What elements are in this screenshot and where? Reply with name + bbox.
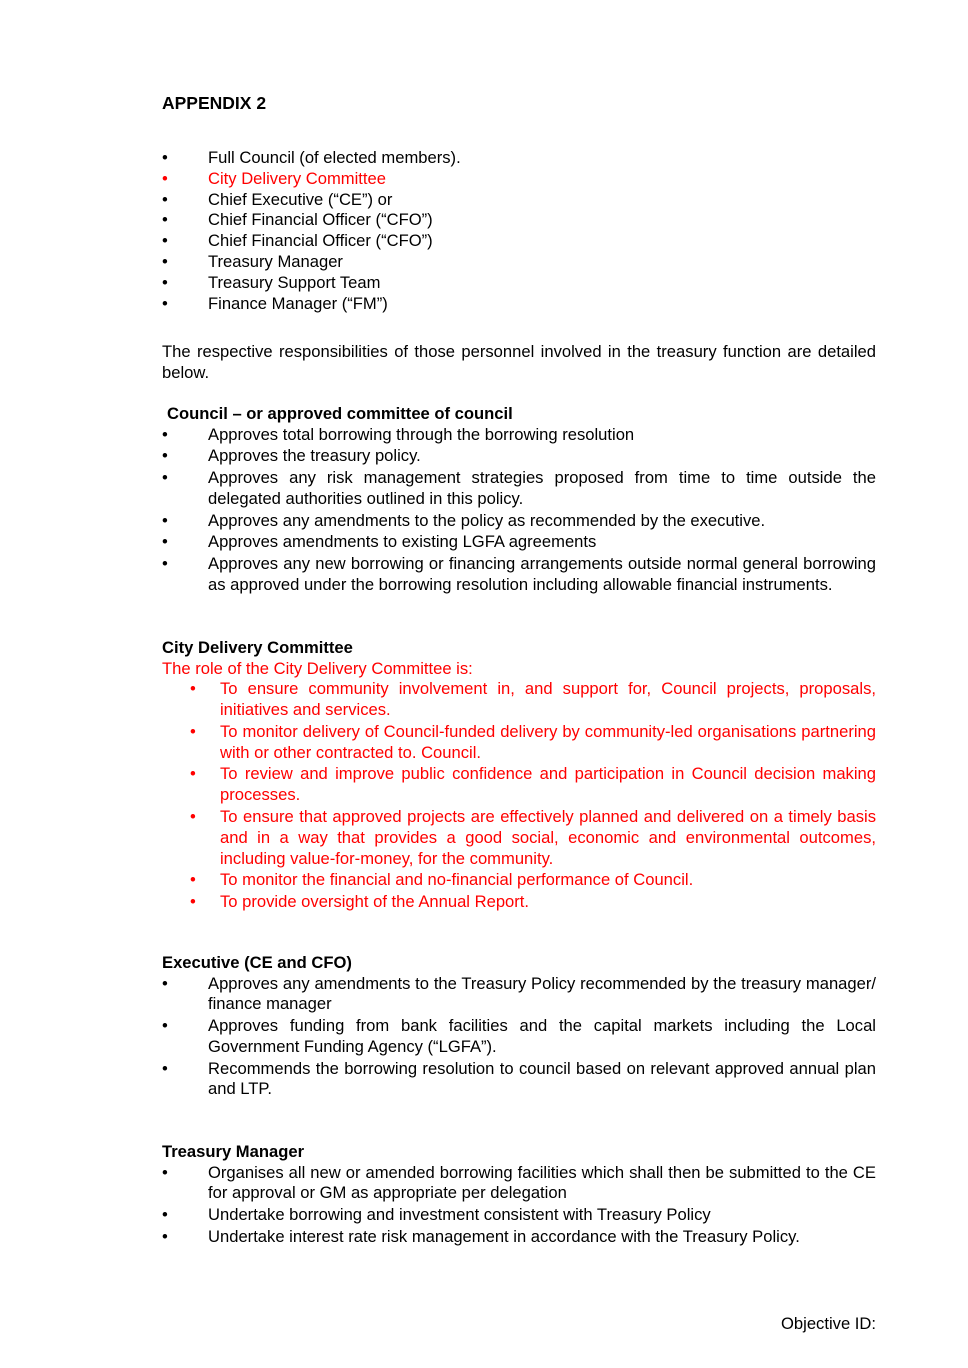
personnel-text: Chief Executive (“CE”) or xyxy=(208,189,393,209)
list-item xyxy=(162,148,876,169)
treasury-manager-title: Treasury Manager xyxy=(162,1142,305,1161)
bullet-icon: • xyxy=(190,721,196,741)
council-item-text: Approves total borrowing through the borrowing resolution xyxy=(208,424,635,444)
council-item-text: Approves amendments to existing LGFA agreements xyxy=(208,532,597,552)
list-item xyxy=(162,169,876,190)
council-list xyxy=(162,425,876,596)
council-item-text: Approves any risk management strategies proposed from time to time outside the delegated authorities outlined in this policy. xyxy=(208,468,876,508)
personnel-text: Chief Financial Officer (“CFO”) xyxy=(208,231,433,251)
city-delivery-item-text: To monitor delivery of Council-funded delivery by community-led organisations partnering with or other contracted to. Council. xyxy=(220,721,876,762)
treasury-manager-list xyxy=(162,1163,876,1248)
personnel-text: Chief Financial Officer (“CFO”) xyxy=(208,210,433,230)
city-delivery-section xyxy=(162,637,876,914)
city-delivery-list xyxy=(162,679,876,913)
bullet-icon: • xyxy=(162,446,168,466)
bullet-icon: • xyxy=(162,1162,168,1182)
council-item-text: Approves the treasury policy. xyxy=(208,446,421,466)
executive-item-text: Recommends the borrowing resolution to council based on relevant approved annual plan and LTP. xyxy=(208,1058,876,1099)
executive-list xyxy=(162,974,876,1101)
bullet-icon: • xyxy=(162,1226,168,1246)
city-delivery-item-text: To ensure community involvement in, and support for, Council projects, proposals, initiatives and services. xyxy=(220,679,876,720)
list-item xyxy=(162,722,876,764)
city-delivery-item-text: To provide oversight of the Annual Report. xyxy=(220,892,530,912)
bullet-icon: • xyxy=(162,168,168,188)
list-item xyxy=(162,294,876,315)
bullet-icon: • xyxy=(190,807,196,827)
page-title: APPENDIX 2 xyxy=(162,93,267,113)
list-item xyxy=(162,425,876,446)
list-item xyxy=(162,511,876,532)
bullet-icon: • xyxy=(162,532,168,552)
bullet-icon: • xyxy=(162,1016,168,1036)
bullet-icon: • xyxy=(162,189,168,209)
personnel-text: Treasury Manager xyxy=(208,251,343,271)
list-item xyxy=(162,807,876,869)
list-item xyxy=(162,273,876,294)
executive-item-text: Approves any amendments to the Treasury Policy recommended by the treasury manager/ finance manager xyxy=(208,973,876,1014)
bullet-icon: • xyxy=(190,679,196,699)
bullet-icon: • xyxy=(162,973,168,993)
personnel-section xyxy=(162,148,876,314)
list-item xyxy=(162,679,876,721)
council-item-text: Approves any new borrowing or financing arrangements outside normal general borrowing as approved under the borrowing resolution including allowable financial instruments. xyxy=(208,554,876,595)
executive-section xyxy=(162,952,876,1101)
personnel-list xyxy=(162,148,876,314)
bullet-icon: • xyxy=(162,424,168,444)
bullet-icon: • xyxy=(190,892,196,912)
personnel-text: Finance Manager (“FM”) xyxy=(208,293,388,313)
bullet-icon: • xyxy=(162,1058,168,1078)
list-item xyxy=(162,1016,876,1058)
objective-id-footer: Objective ID: xyxy=(781,1314,876,1333)
bullet-icon: • xyxy=(190,870,196,890)
personnel-text: Full Council (of elected members). xyxy=(208,148,461,167)
personnel-text: City Delivery Committee xyxy=(208,168,386,188)
list-item xyxy=(162,1059,876,1101)
bullet-icon: • xyxy=(162,554,168,574)
executive-item-text: Approves funding from bank facilities and the capital markets including the Local Government Funding Agency (“LGFA”). xyxy=(208,1016,876,1056)
treasury-manager-item-text: Undertake interest rate risk management in accordance with the Treasury Policy. xyxy=(208,1226,800,1246)
list-item xyxy=(162,1163,876,1205)
council-item-text: Approves any amendments to the policy as recommended by the executive. xyxy=(208,510,766,530)
intro-section xyxy=(162,342,876,384)
list-item xyxy=(162,446,876,467)
treasury-manager-item-text: Undertake borrowing and investment consistent with Treasury Policy xyxy=(208,1205,711,1225)
bullet-icon: • xyxy=(162,468,168,488)
intro-paragraph: The respective responsibilities of those personnel involved in the treasury function are detailed below. xyxy=(162,342,876,382)
city-delivery-item-text: To review and improve public confidence and participation in Council decision making processes. xyxy=(220,764,876,805)
city-delivery-role-intro: The role of the City Delivery Committee is: xyxy=(162,658,473,678)
bullet-icon: • xyxy=(162,272,168,292)
list-item xyxy=(162,1227,876,1248)
list-item xyxy=(162,764,876,806)
bullet-icon: • xyxy=(162,251,168,271)
treasury-manager-item-text: Organises all new or amended borrowing facilities which shall then be submitted to the CE for approval or GM as appropriate per delegation xyxy=(208,1162,876,1203)
bullet-icon: • xyxy=(162,293,168,313)
city-delivery-title: City Delivery Committee xyxy=(162,638,353,657)
council-title: Council – or approved committee of council xyxy=(167,404,513,423)
bullet-icon: • xyxy=(162,148,168,167)
list-item xyxy=(162,468,876,510)
list-item xyxy=(162,532,876,553)
list-item xyxy=(162,252,876,273)
council-section xyxy=(162,403,876,597)
list-item xyxy=(162,210,876,231)
list-item xyxy=(162,190,876,211)
bullet-icon: • xyxy=(190,764,196,784)
personnel-text: Treasury Support Team xyxy=(208,272,381,292)
bullet-icon: • xyxy=(162,510,168,530)
bullet-icon: • xyxy=(162,231,168,251)
bullet-icon: • xyxy=(162,1205,168,1225)
treasury-manager-section xyxy=(162,1141,876,1249)
list-item xyxy=(162,892,876,913)
bullet-icon: • xyxy=(162,210,168,230)
list-item xyxy=(162,554,876,596)
list-item xyxy=(162,1205,876,1226)
executive-title: Executive (CE and CFO) xyxy=(162,953,352,972)
list-item xyxy=(162,870,876,891)
city-delivery-item-text: To ensure that approved projects are effectively planned and delivered on a timely basis and in a way that provides a good social, economic and environmental outcomes, including value-for-money, for the community. xyxy=(220,807,876,868)
city-delivery-item-text: To monitor the financial and no-financial performance of Council. xyxy=(220,870,694,890)
list-item xyxy=(162,974,876,1016)
list-item xyxy=(162,231,876,252)
